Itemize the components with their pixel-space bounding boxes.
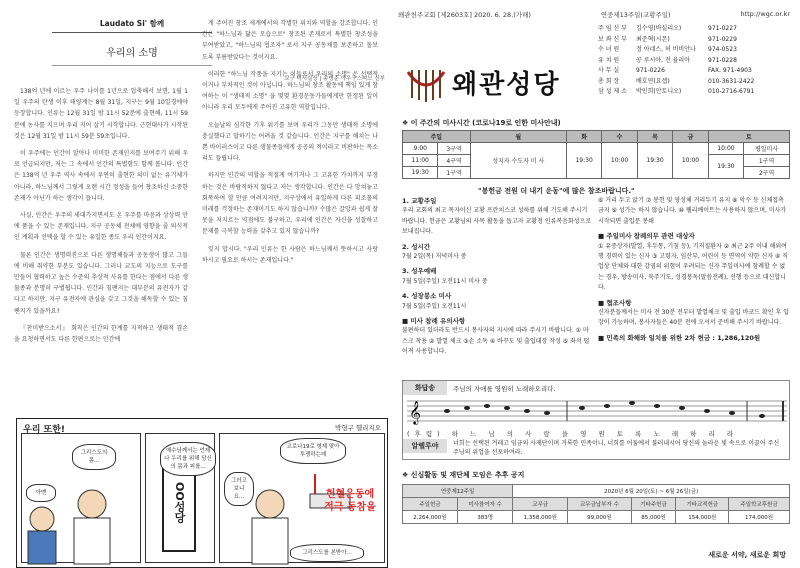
- left-column: [14, 12, 389, 556]
- staff-row: 총 회 장 배호연(요셉) 010-3631-2422: [598, 77, 755, 85]
- staff-row: 보 좌 신 부 최준혁(시몬) 971-0229: [598, 35, 737, 43]
- notice-item: 3. 성우예배 7월 5일(주일) 오전11시 미사 중: [402, 267, 488, 285]
- staff-row: 수 녀 원 정 아네스, 허 비비안나 974-0523: [598, 46, 737, 53]
- paragraph: 게 주어진 창조 세계에서의 각별한 위치와 역할을 강조합니다. 인간은 "하느님과 닮은 모습으로" 창조된 존재로서 특별한 창조성을 부여받았고, "하느님의 협조자" 로서 지구 공동체를 보존하고 돌보도록 부름받았다는 것이지요.: [202, 20, 378, 61]
- speech-bubble: 그리스도를 본받아...: [290, 544, 364, 562]
- notice-item: ■ 미사 참례 유의사항 불편하더 있더라도 반드시 봉사자의 지시에 따라 주시기 바랍니다. ① 마스크 착용 ② 발열 체크 ③손 소독 ④ 바꾸도 및 출입대장 작성 ⑤ 좌석 떨어져 사용합니다.: [402, 317, 590, 356]
- notice-item: 4. 성장봉소 미사 7월 5일(주일) 오전11시: [402, 292, 467, 310]
- table-row: 연중제12주일 2020년 6월 20일(토) ~ 6월 26일(금): [403, 485, 790, 498]
- responsorial-psalm: [402, 380, 790, 460]
- essay-column-b: [202, 18, 378, 272]
- paragraph: 오늘날의 심각한 기후 위기를 보며 우리가 그동안 생태적 소명에 충실했다고 말하기는 어려울 것 같습니다. 인간은 지구를 해치는 나쁜 바이러스이고 다른 생물종들에게 공공의 적이라고 비판하는 목소리도 들립니다.: [202, 121, 378, 163]
- paragraph: 『찬미받으소서』 회칙은 인간의 한계를 지적하고 생태적 겸손을 요청하면서도 다른 한편으로는 인간에: [14, 324, 188, 344]
- table-header-row: 주일 월 화 수 목 금 토: [403, 131, 790, 143]
- paragraph: 하지만 인간의 역할을 적절게 여기거나 그 고유한 가치까지 부정하는 것은 바람직하지 않다고 저는 생각합니다. 인간은 다 망쳐놓고 회복하여 할 만큼 여려지지만, 지구상에서 유일하게 다른 피조물의 미래를 걱정하는 존재이기도 하지 않습니까? 수많은 갈망과 쉽게 잘못을 저지르는 약점에도 불구하고, 우리에 인간은 자신을 성찰하고 문제를 극복할 능력을 갖추고 있지 않습니까?: [202, 172, 378, 236]
- notices-right: [598, 196, 790, 343]
- table-row: 11:00 4구역 19:30 1구역: [403, 155, 790, 167]
- comic-title: 우리 또한!: [23, 425, 66, 435]
- table-header-row: 주일헌금 미사참여자 수 교무금 교무금납부자 수 기타주헌금 기타교적헌금 주일학교후원금: [403, 498, 790, 511]
- parish-name-logo: 왜관성당: [452, 70, 561, 100]
- paragraph: 이러한 "하느님 작품을 지키는 이들로서 우리의 소명" 은 선택적이거나 부차적인 것이 아닙니다. 하느님의 창조 활동에 책임 있게 참여하는 이 "생태적 소명" 을 몇몇 환경운동가들에게만 한정된 일이 아니라 우리 모두에게 주어진 고유한 역할입니다.: [202, 70, 378, 112]
- staff-row: 주 임 신 부 김수영(바실리오) 971-0227: [598, 25, 737, 32]
- speech-bubble: 코로나19로 형제 맞아 투쟁하는데: [280, 438, 346, 464]
- issue-info: 왜관천주교회 [제2603호] 2020. 6. 28.(가해): [398, 11, 531, 19]
- byline: 교구 비서실장 | 송병준 아우구스티노 신부: [284, 76, 385, 82]
- alleluia-label: 알렐루야: [403, 439, 447, 453]
- mass-schedule-table: [402, 130, 790, 179]
- essay-title: 우리의 소명: [52, 38, 212, 66]
- mass-schedule-title: ❖ 이 주간의 미사시간 (코로나19로 인한 미사안내): [402, 119, 561, 127]
- notice-item: ■ 민족의 화해와 일치를 위한 2차 헌금 : 1,286,120원: [598, 333, 761, 342]
- speech-bubble: 예수님께서는 언제나 우리를 위해 당신의 몸과 피를...: [160, 442, 216, 476]
- liturgical-sunday: 연중제13주일(교황주일): [600, 11, 671, 19]
- website-link[interactable]: http://wgc.or.kr: [740, 10, 790, 18]
- paragraph: 이 우주에는 인간이 알아나 미미한 존재인지를 보여주기 위해 우로 언급되지만, 저는 그 속에서 인간의 특별함도 함께 봅니다. 인간은 138억 년 우주 역사 속에서 우연히 출현한 의미 없는 유기체가 아니라, 하느님께서 그렇게 오랜 시간 정성을 들여 창조하신 소중한 존재가 아닌가 하는 생각이 듭니다.: [14, 150, 188, 202]
- psalm-label: 화답송: [403, 381, 447, 395]
- paragraph: 물론 인간은 생명력진으로 다른 생명체들과 공동생이 많고 그들에 비해 취약한 부분도 있습니다. 그러나 교도의 지능으로 도구를 만들어 협력하고 높은 수준의 추상적 사유를 한다는 점에서 다른 생물종과 분명히 구별됩니다. 인간과 침팬지는 대부분의 유전자가 같다고 하지만, 지구 유전자에 관심을 갖고 그것을 해독할 수 있는 침팬지가 있을까요?: [14, 251, 188, 315]
- offering-campaign-note: "봉헌금 전원 더 내기 운동"에 많은 참조바랍니다.": [478, 187, 635, 195]
- staff-directory: [598, 24, 788, 98]
- psalm-lyrics: (후렴) 하 느 님 의 사 랑 을 영 원 토 록 노 래 하 리 라: [407, 430, 739, 438]
- comic-strip: [16, 418, 388, 568]
- right-column: [398, 10, 790, 560]
- notice-item: ■ 주일미사 참례의무 관련 대상자 ① 유증상자(발열, 후두통, 기침 등), 기저질환자 ② 최근 2주 이내 해외여행 경력이 있는 신자 ③ 고령자, 임산부, 어린이 등 면역이 약한 신자 ④ 직업상 단체와 대한 감염의 위험이 우려되는 신자 주일미사에 참례할 수 없는 경우, 방송미사, 묵주기도, 성경봉독(말씀전례), 선행 등으로 대신합니다.: [598, 232, 789, 292]
- paragraph: 138억 년에 이르는 우주 나이를 1년으로 압축해서 보면, 1월 1일 우주의 탄생 이후 태양계는 8월 31일, 지구는 9월 10일경에야 등장합니다. 인류는 12월 31일 밤 11시 52분에 출현해, 11시 59분에 농사를 지으며 우리 지어 살기 시작합니다. 근현대사가 시작된 것은 12월 31일 밤 11시 59분 59초입니다.: [14, 88, 188, 140]
- activities-notice: ❖ 신심활동 및 재단체 모임은 추후 공지: [402, 471, 525, 479]
- speech-bubble: 아멘: [26, 484, 56, 502]
- psalm-refrain: 주님의 자애를 영원히 노래하오리다.: [453, 385, 556, 393]
- staff-row: 삼 성 제 소 박인희(안토니오) 010-2716-6791: [598, 88, 755, 95]
- alleluia-verse: 너희는 선택된 겨레고 임금의 사제단이며 거룩한 민족이니, 너희를 어둠에서 불러내시어 당신의 놀라운 빛 속으로 이끌어 주신 주님의 위업을 선포하여라.: [453, 440, 780, 456]
- staff-row: 유 치 원 공 루시아, 전 율리아 971-0228: [598, 56, 737, 64]
- series-title: Laudato Si' 함께: [52, 18, 212, 33]
- finance-table: [402, 484, 790, 524]
- footer-slogan: 새로운 서약, 새로운 희망: [708, 551, 786, 559]
- church-sign: OO성당: [162, 452, 196, 552]
- notices-left: [402, 196, 592, 358]
- table-row: 2,264,000원 383명 1,358,000원 99,000원 85,000원 154,000원 174,000원: [403, 511, 790, 524]
- notice-item: ⑥ 거리 두고 앉기 ⑦ 봉헌 및 영성체 거리두기 유지 ⑧ 악수 등 신체접촉 금지 ⑨ 성가는 하지 않습니다. ⑩ 웰리베이트는 사용하지 않으며, 미사가 시작되면 출입문 봉쇄: [598, 197, 787, 225]
- logo-area: [402, 24, 592, 119]
- speech-bubble: 그리스도의 몸...: [72, 444, 116, 470]
- speech-bubble: 그러고 보니 요...: [224, 472, 254, 506]
- staff-row: 사 무 실 971-0226 FAX. 971-4903: [598, 67, 752, 74]
- masthead: [398, 10, 790, 19]
- paragraph: 잊지 맙시다. "우리 인류는 한 사람은 하느님께서 뜻하시고 사랑하시고 필요로 하시는 존재입니다.": [202, 245, 378, 264]
- blood-drive-slogan: 헌혈운동에 적극 동참을: [324, 489, 376, 513]
- table-row: 9:00 3구역 성지자 수도자 미 사 19:30 10:00 19:30 10:00 10:00 평일미사: [403, 143, 790, 155]
- paragraph: 사실, 인간은 우주의 세대가지면서도 온 우주를 마음과 상상력 안에 품을 수 있는 존재입니다. 지구 공동체 전체에 영향을 줄 의식적인 계획과 선택을 할 수 있는 유일한 종도 우리 인간이지요.: [14, 212, 188, 242]
- comic-panel-1: [21, 433, 141, 563]
- church-logo-icon: [404, 62, 448, 106]
- table-row: 19:30 1구역 2구역: [403, 167, 790, 179]
- svg-text:𝄞: 𝄞: [409, 400, 421, 424]
- music-staff-icon: [407, 397, 787, 427]
- notice-item: 2. 성시간 7월 2일(목) 저녁미사 중: [402, 242, 467, 261]
- comic-author: 박형구 헬리지오: [334, 424, 381, 432]
- essay-column-a: [14, 86, 188, 351]
- notice-item: ■ 협조사항 신자분들께서는 미사 전 30분 전부터 발열체크 및 출입 바코드 확인 후 입장이 가능하며, 봉사자들은 40분 전에 오셔서 준비해 주시기 바랍니다.: [598, 298, 789, 327]
- notice-item: 1. 교황주일 우리 교회의 최고 목자이신 교황 프란치스코 성하를 위해 기도해 주시기 바랍니다. 헌금은 교황님의 사목 활동을 돕고자 교황청 인류복음화성으로 보내집니다.: [402, 197, 592, 236]
